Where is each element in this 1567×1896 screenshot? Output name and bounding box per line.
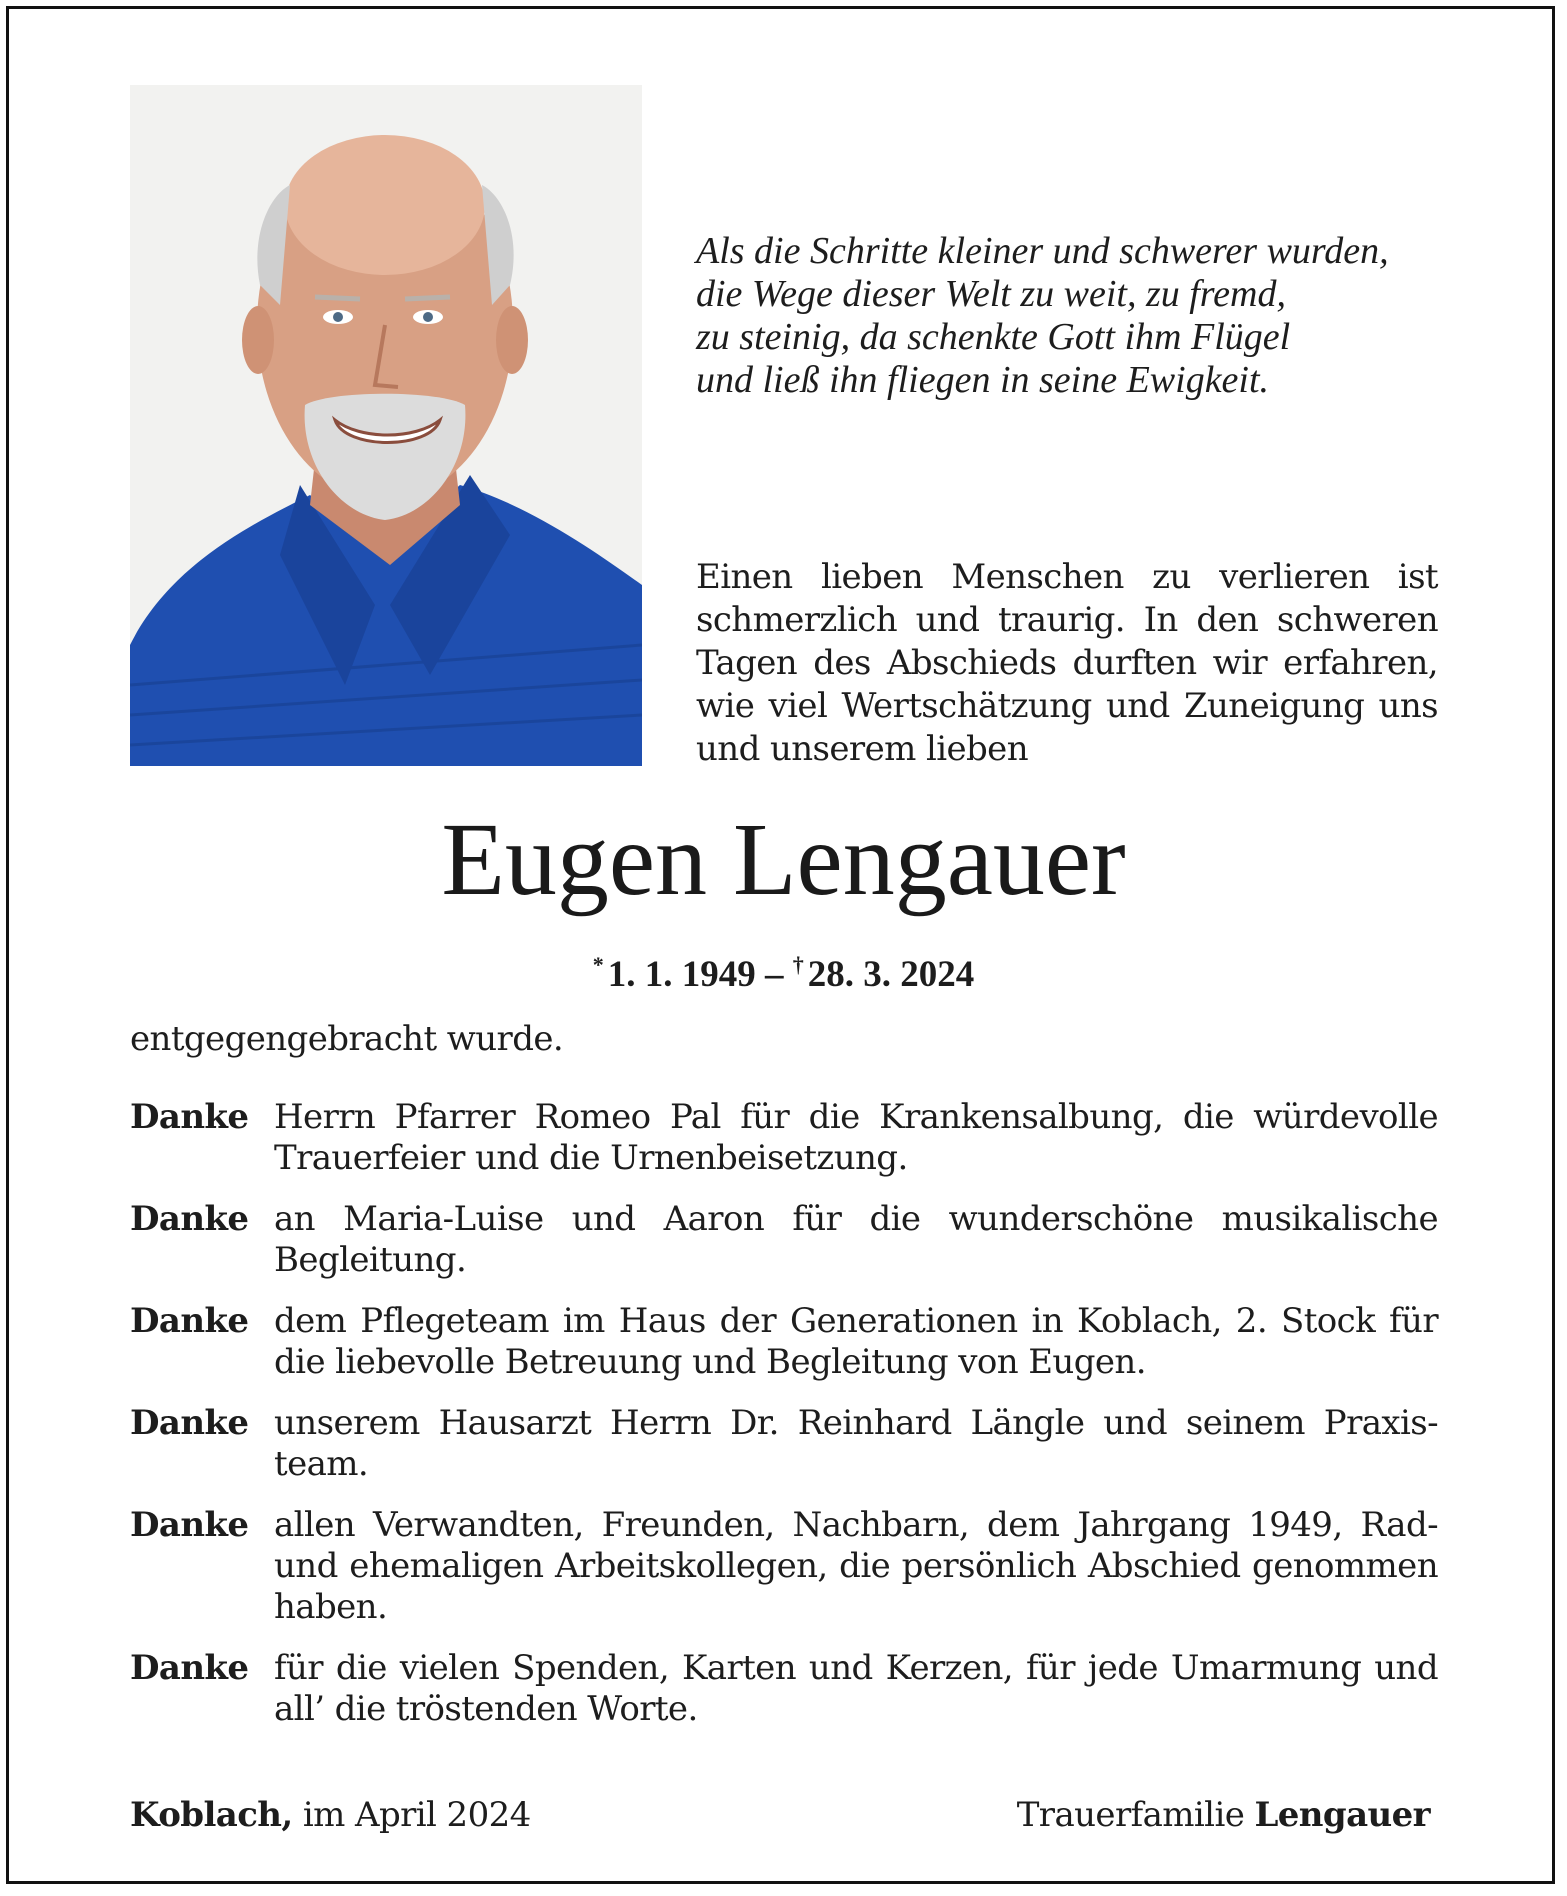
thanks-item (130, 1403, 1438, 1485)
thanks-item (130, 1097, 1438, 1179)
continuation-text: entgegengebracht wurde. (130, 1019, 564, 1059)
thanks-label: Danke (130, 1199, 249, 1239)
birth-date: 1. 1. 1949 (607, 954, 756, 995)
thanks-text: unserem Hausarzt Herrn Dr. Reinhard Längle und seinem Praxis-team. (274, 1403, 1438, 1484)
poem-line: und ließ ihn fliegen in seine Ewigkeit. (696, 359, 1270, 401)
thanks-text: Herrn Pfarrer Romeo Pal für die Krankensalbung, die würdevolle Trauerfeier und die Urnenbeisetzung. (274, 1097, 1438, 1178)
intro-line: Einen lieben Menschen zu verlieren ist (696, 557, 1438, 597)
footer-family (1017, 1794, 1430, 1837)
life-dates (0, 943, 1567, 997)
thanks-item (130, 1301, 1438, 1383)
portrait-photo (130, 85, 642, 766)
deceased-name: Eugen Lengauer (441, 802, 1126, 917)
death-symbol: † (792, 952, 804, 977)
intro-text (696, 556, 1438, 771)
thanks-item (130, 1505, 1438, 1628)
intro-line: schmerzlich und traurig. In den schweren (696, 600, 1438, 640)
thanks-text: für die vielen Spenden, Karten und Kerzen, für jede Umarmung und all’ die tröstenden Worte. (274, 1648, 1438, 1729)
footer-place: Koblach, (130, 1795, 293, 1835)
intro-line: Tagen des Abschieds durften wir erfahren, (696, 643, 1438, 683)
thanks-label: Danke (130, 1648, 249, 1688)
death-date: 28. 3. 2024 (807, 954, 975, 995)
thanks-list (130, 1097, 1438, 1730)
thanks-label: Danke (130, 1505, 249, 1545)
poem-line: zu steinig, da schenkte Gott ihm Flügel (696, 316, 1291, 358)
footer-place-date (130, 1794, 531, 1837)
footer-family-name: Lengauer (1254, 1795, 1430, 1835)
poem (696, 230, 1436, 402)
footer-family-prefix: Trauerfamilie (1016, 1795, 1245, 1835)
footer-date: im April 2024 (302, 1795, 531, 1835)
thanks-text: dem Pflegeteam im Haus der Generationen in Koblach, 2. Stock für die liebevolle Betreuung und Begleitung von Eugen. (274, 1301, 1438, 1382)
poem-line: die Wege dieser Welt zu weit, zu fremd, (696, 273, 1286, 315)
thanks-text: an Maria-Luise und Aaron für die wunderschöne musikalische Begleitung. (274, 1199, 1438, 1280)
thanks-label: Danke (130, 1301, 249, 1341)
thanks-label: Danke (130, 1097, 249, 1137)
intro-line: wie viel Wertschätzung und Zuneigung uns (696, 686, 1438, 726)
intro-line: und unserem lieben (696, 729, 1029, 769)
thanks-item (130, 1199, 1438, 1281)
thanks-text: allen Verwandten, Freunden, Nachbarn, dem Jahrgang 1949, Rad- und ehemaligen Arbeitskollegen, die persönlich Abschied genommen haben. (274, 1505, 1438, 1627)
birth-symbol: * (592, 952, 604, 977)
poem-line: Als die Schritte kleiner und schwerer wurden, (696, 230, 1389, 272)
thanks-label: Danke (130, 1403, 249, 1443)
thanks-item (130, 1648, 1438, 1730)
date-separator: – (765, 954, 784, 995)
